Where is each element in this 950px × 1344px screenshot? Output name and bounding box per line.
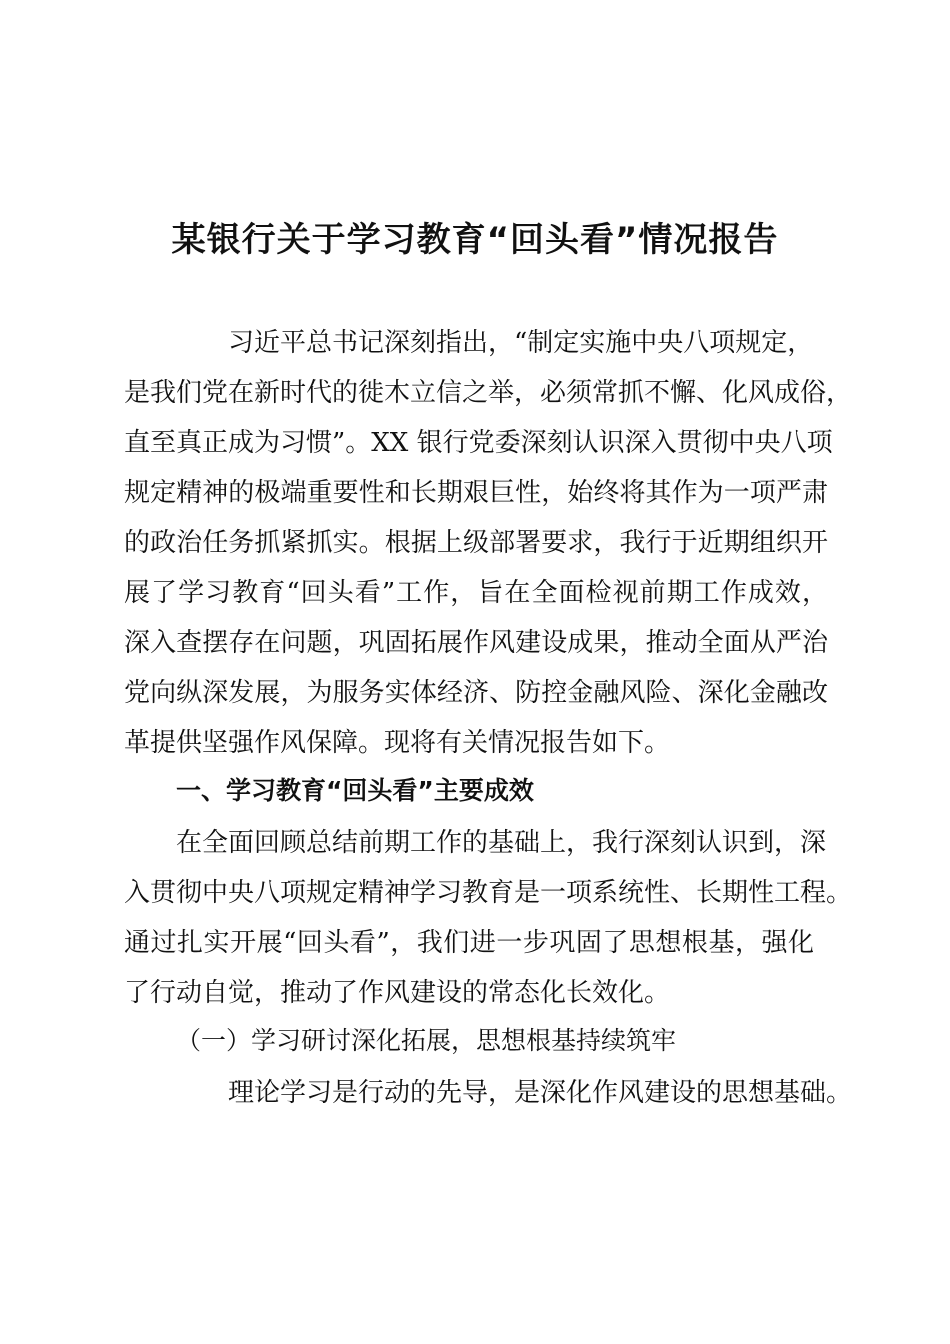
intro-line-2: 是我们党在新时代的徙木立信之举，必须常抓不懈、化风成俗， <box>124 378 853 408</box>
section1-line-4: 了行动自觉，推动了作风建设的常态化长效化。 <box>124 978 671 1008</box>
intro-line-1: 习近平总书记深刻指出，“制定实施中央八项规定， <box>228 328 814 358</box>
subsection-heading: （一）学习研讨深化拓展，思想根基持续筑牢 <box>176 1026 677 1055</box>
intro-line-4: 规定精神的极端重要性和长期艰巨性，始终将其作为一项严肃 <box>124 478 828 508</box>
intro-line-6: 展了学习教育“回头看”工作，旨在全面检视前期工作成效， <box>124 578 828 608</box>
document-title: 某银行关于学习教育“回头看”情况报告 <box>171 220 779 260</box>
intro-line-5: 的政治任务抓紧抓实。根据上级部署要求，我行于近期组织开 <box>124 528 828 558</box>
intro-line-7: 深入查摆存在问题，巩固拓展作风建设成果，推动全面从严治 <box>124 628 828 658</box>
intro-line-8: 党向纵深发展，为服务实体经济、防控金融风险、深化金融改 <box>124 678 828 708</box>
section1-line-3: 通过扎实开展“回头看”，我们进一步巩固了思想根基，强化 <box>124 928 814 958</box>
intro-line-9: 革提供坚强作风保障。现将有关情况报告如下。 <box>124 728 671 758</box>
subsection1-line-1: 理论学习是行动的先导，是深化作风建设的思想基础。 <box>228 1078 853 1108</box>
section-heading: 一、学习教育“回头看”主要成效 <box>176 776 534 805</box>
section1-line-2: 入贯彻中央八项规定精神学习教育是一项系统性、长期性工程。 <box>124 878 853 908</box>
section1-line-1: 在全面回顾总结前期工作的基础上，我行深刻认识到，深 <box>176 828 827 858</box>
intro-line-3: 直至真正成为习惯”。XX 银行党委深刻认识深入贯彻中央八项 <box>124 428 833 458</box>
